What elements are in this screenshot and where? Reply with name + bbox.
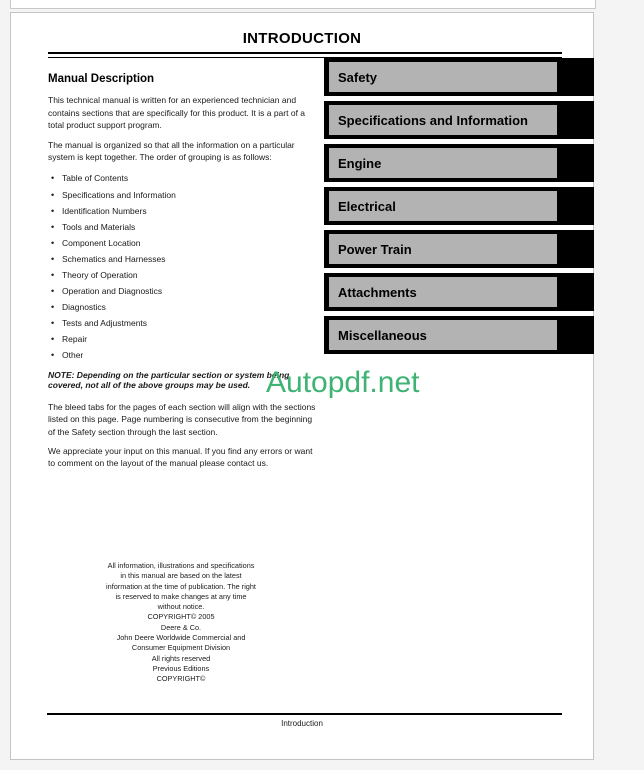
manual-description-column (48, 73, 320, 477)
copyright-line: COPYRIGHT© 2005 (147, 612, 215, 622)
bleed-tab-label: Electrical (329, 191, 557, 221)
bleed-tab-label: Engine (329, 148, 557, 178)
copyright-line: COPYRIGHT© (156, 674, 206, 684)
list-item: • Operation and Diagnostics (48, 283, 320, 299)
title-rule-thick (48, 52, 562, 54)
footer-rule (47, 713, 562, 715)
list-item: • Theory of Operation (48, 267, 320, 283)
copyright-line: John Deere Worldwide Commercial and Consumer Equipment Division (116, 633, 246, 653)
paragraph-organization: The manual is organized so that all the information on a particular system is kept together. The order of grouping is as follows: (48, 139, 295, 163)
grouping-list (48, 170, 320, 363)
paragraph-bleed-tabs: The bleed tabs for the pages of each section will align with the sections listed on this page. Page numbering is consecutive from the beginning of the Safety section through the last section. (48, 401, 316, 437)
bleed-tab-engine (324, 144, 594, 182)
list-item: • Other (48, 347, 320, 363)
footer-page-label: Introduction (281, 719, 323, 728)
paragraph-overview: This technical manual is written for an experienced technician and contains sections that are specifically for this product. It is a part of a total product support program. (48, 95, 306, 131)
copyright-line: Deere & Co. (160, 622, 202, 632)
list-item: • Component Location (48, 235, 320, 251)
bleed-tab-attachments (324, 273, 594, 311)
list-item: • Repair (48, 331, 320, 347)
list-item: • Diagnostics (48, 299, 320, 315)
paragraph-feedback: We appreciate your input on this manual. If you find any errors or want to comment on the layout of the manual please contact us. (48, 445, 313, 469)
copyright-line: All information, illustrations and specifications in this manual are based on the latest information at the time of publication. The right is reserved to make changes at any time without notice. (106, 561, 256, 612)
section-heading: Manual Description (48, 73, 155, 85)
bleed-tab-power-train (324, 230, 594, 268)
list-item: • Tests and Adjustments (48, 315, 320, 331)
section-bleed-tabs (324, 58, 594, 354)
list-item: • Tools and Materials (48, 219, 320, 235)
bleed-tab-electrical (324, 187, 594, 225)
bleed-tab-label: Specifications and Information (329, 105, 557, 135)
list-item: • Identification Numbers (48, 203, 320, 219)
bleed-tab-specifications (324, 101, 594, 139)
bleed-tab-label: Power Train (329, 234, 557, 264)
autopdf-watermark: Autopdf.net (266, 366, 420, 399)
bleed-tab-safety (324, 58, 594, 96)
note-paragraph: NOTE: Depending on the particular section or system being covered, not all of the above groups may be used. (48, 369, 290, 391)
list-item: • Specifications and Information (48, 187, 320, 203)
bleed-tab-label: Safety (329, 62, 557, 92)
page-title: INTRODUCTION (242, 30, 362, 47)
manual-page (10, 12, 594, 760)
list-item: • Schematics and Harnesses (48, 251, 320, 267)
bleed-tab-miscellaneous (324, 316, 594, 354)
previous-page-edge (10, 0, 596, 9)
copyright-line: Previous Editions (152, 663, 210, 673)
copyright-block (106, 561, 256, 685)
bleed-tab-label: Attachments (329, 277, 557, 307)
bleed-tab-label: Miscellaneous (329, 320, 557, 350)
list-item: • Table of Contents (48, 170, 320, 186)
copyright-line: All rights reserved (151, 653, 211, 663)
